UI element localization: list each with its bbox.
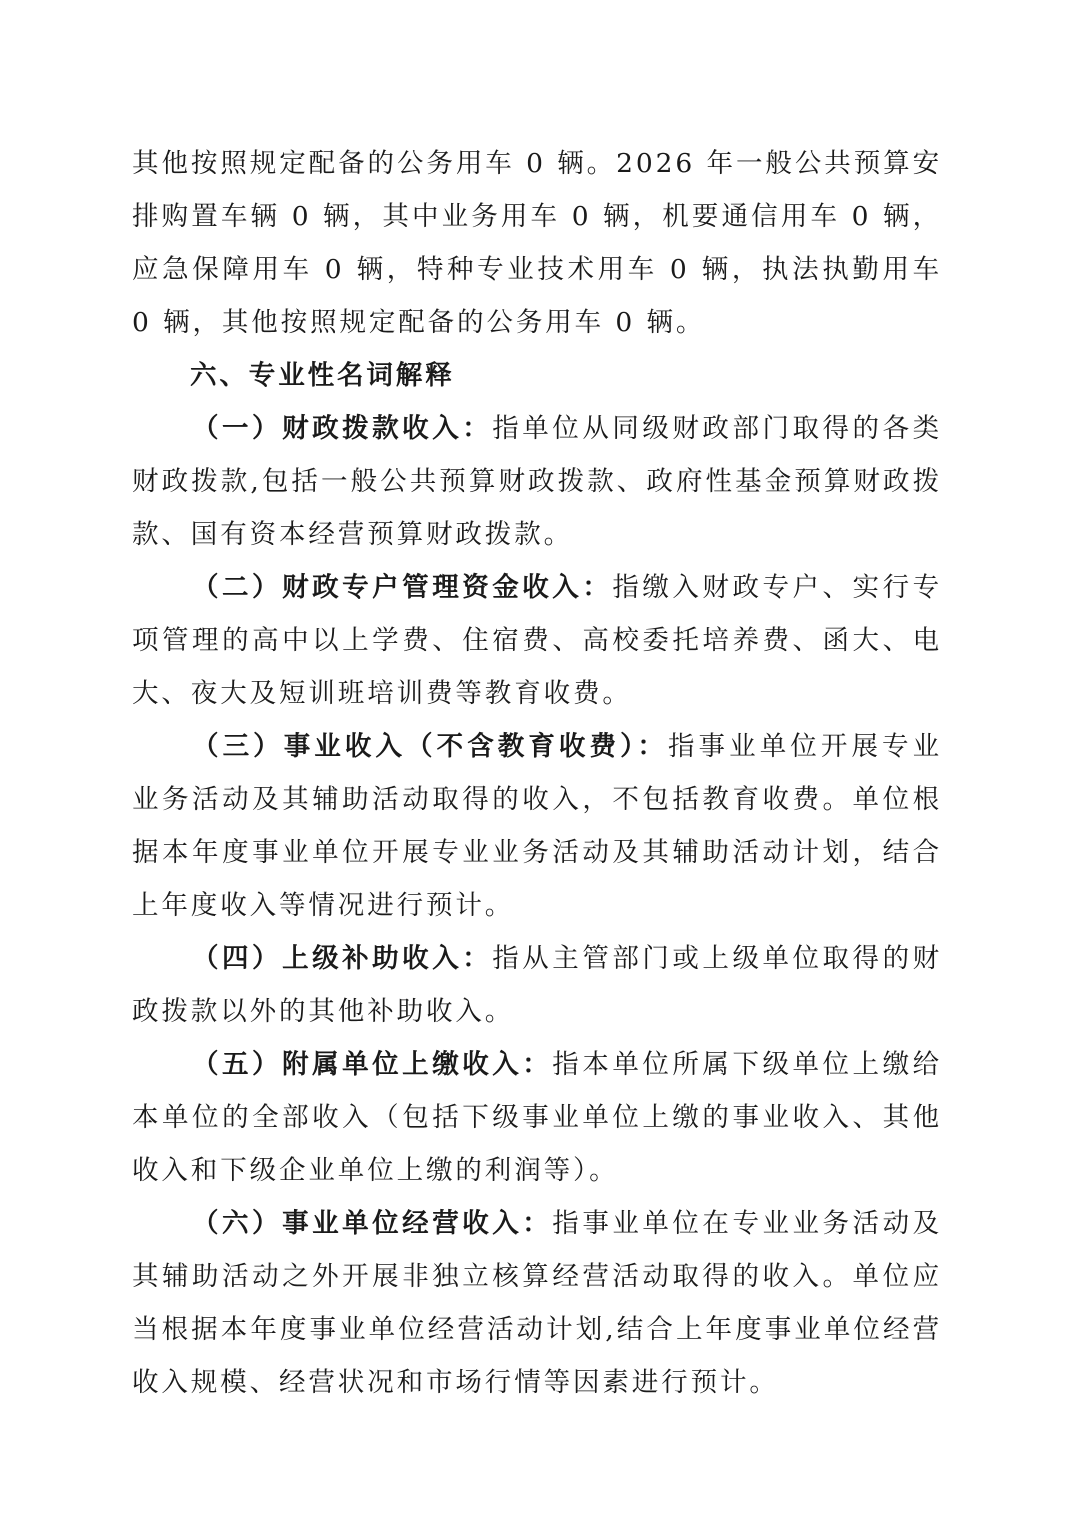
intro-paragraph: 其他按照规定配备的公务用车 0 辆。2026 年一般公共预算安排购置车辆 0 辆，其中业务用车 0 辆，机要通信用车 0 辆，应急保障用车 0 辆，特种专业技术用车 0 辆，执法执勤用车 0 辆，其他按照规定配备的公务用车 0 辆。 (132, 148, 942, 338)
term-definition: 指事业单位开展专业业务活动及其辅助活动取得的收入，不包括教育收费。单位根据本年度事业单位开展专业业务活动及其辅助活动计划，结合上年度收入等情况进行预计。 (132, 731, 942, 921)
term-definition: 指从主管部门或上级单位取得的财政拨款以外的其他补助收入。 (132, 943, 942, 1027)
term-title: （一）财政拨款收入： (192, 413, 493, 444)
term-paragraph-1 (132, 402, 942, 561)
term-title: （六）事业单位经营收入： (192, 1208, 553, 1239)
term-paragraph-6 (132, 1197, 942, 1409)
term-title: （五）附属单位上缴收入： (192, 1049, 553, 1080)
term-paragraph-3 (132, 720, 942, 932)
term-paragraph-4 (132, 932, 942, 1038)
term-definition: 指本单位所属下级单位上缴给本单位的全部收入（包括下级事业单位上缴的事业收入、其他收入和下级企业单位上缴的利润等）。 (132, 1049, 942, 1186)
term-definition: 指事业单位在专业业务活动及其辅助活动之外开展非独立核算经营活动取得的收入。单位应当根据本年度事业单位经营活动计划,结合上年度事业单位经营收入规模、经营状况和市场行情等因素进行预计。 (132, 1208, 942, 1398)
document-page (132, 137, 942, 1409)
term-paragraph-2 (132, 561, 942, 720)
section-heading: 六、专业性名词解释 (190, 360, 455, 391)
term-paragraph-5 (132, 1038, 942, 1197)
term-definition: 指缴入财政专户、实行专项管理的高中以上学费、住宿费、高校委托培养费、函大、电大、夜大及短训班培训费等教育收费。 (132, 572, 942, 709)
term-title: （二）财政专户管理资金收入： (192, 572, 613, 603)
term-definition: 指单位从同级财政部门取得的各类财政拨款,包括一般公共预算财政拨款、政府性基金预算财政拨款、国有资本经营预算财政拨款。 (132, 413, 942, 550)
term-title: （四）上级补助收入： (192, 943, 493, 974)
term-title: （三）事业收入（不含教育收费）： (192, 731, 668, 762)
